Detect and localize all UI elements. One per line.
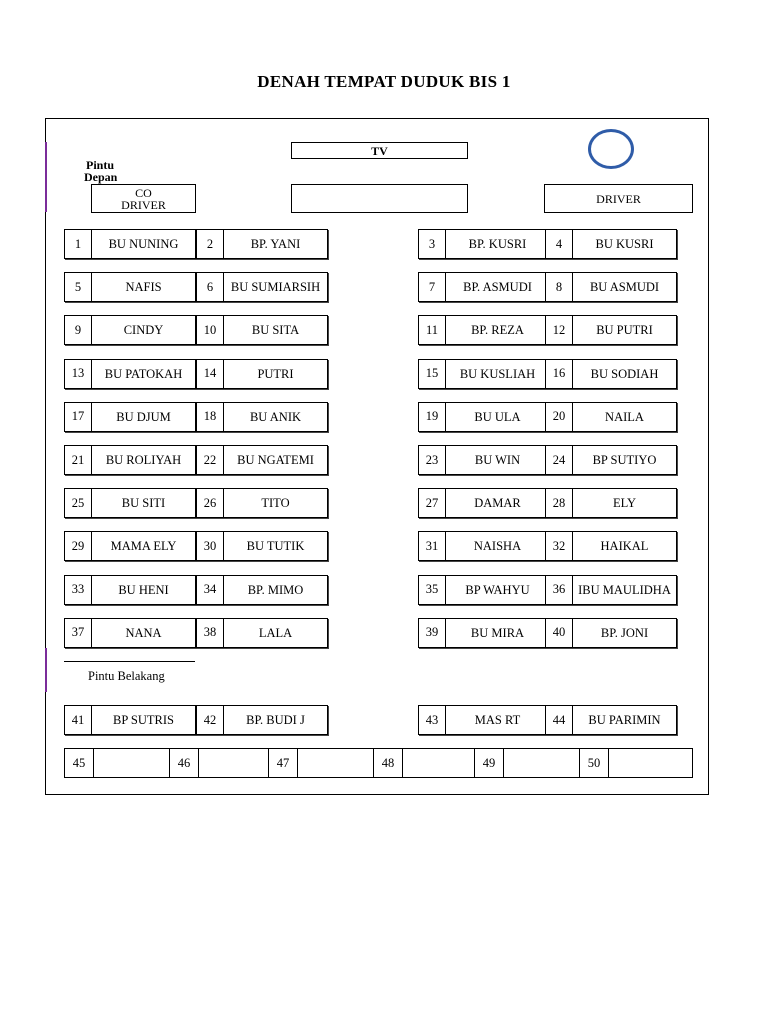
seat-passenger-name: NAISHA — [473, 539, 522, 554]
seat[interactable] — [196, 272, 328, 302]
tv-box: TV — [291, 142, 468, 159]
seat-number: 47 — [269, 749, 298, 777]
front-door-marker — [45, 142, 47, 212]
seat[interactable] — [64, 705, 196, 735]
steering-wheel-icon — [588, 129, 634, 169]
seat[interactable] — [545, 575, 677, 605]
seat[interactable] — [418, 272, 550, 302]
seat-passenger-name — [298, 749, 373, 777]
seat-number: 1 — [65, 230, 92, 258]
seat[interactable] — [545, 705, 677, 735]
seat-passenger-name: ELY — [612, 496, 637, 511]
seat-number: 13 — [65, 360, 92, 388]
seat-number: 5 — [65, 273, 92, 301]
seat-passenger-name: BU SODIAH — [590, 366, 659, 381]
seat-number: 11 — [419, 316, 446, 344]
seat-passenger-name: MAS RT — [474, 713, 521, 727]
seat-passenger-name: BU NGATEMI — [237, 453, 314, 467]
seat-passenger-name: BU WIN — [474, 453, 521, 467]
seat[interactable] — [545, 402, 677, 432]
seat-passenger-name: BP WAHYU — [465, 582, 530, 597]
seat-passenger-name: BP. BUDI J — [246, 713, 305, 727]
seat[interactable] — [545, 315, 677, 345]
front-door-label-line1: Pintu — [86, 158, 115, 172]
seat-passenger-name: BU ASMUDI — [589, 280, 660, 295]
seat[interactable] — [545, 445, 677, 475]
front-center-box — [291, 184, 468, 213]
seat-number: 27 — [419, 489, 446, 517]
seat-number: 41 — [65, 706, 92, 734]
seat-number: 45 — [65, 749, 94, 777]
seat-number: 28 — [546, 489, 573, 517]
seat-number: 3 — [419, 230, 446, 258]
seat-number: 33 — [65, 576, 92, 604]
seat[interactable] — [196, 488, 328, 518]
seat-passenger-name: BP. JONI — [600, 625, 649, 640]
seat-passenger-name: NAILA — [605, 409, 644, 424]
seat-passenger-name: BU KUSLIAH — [459, 366, 536, 381]
seat[interactable] — [418, 618, 550, 648]
co-driver-seat[interactable]: CO DRIVER — [91, 184, 196, 213]
seat-passenger-name: BU PATOKAH — [104, 366, 183, 381]
seat-passenger-name: BU ANIK — [249, 409, 302, 424]
seat-number: 44 — [546, 706, 573, 734]
seat[interactable] — [545, 531, 677, 561]
seat-passenger-name: NAFIS — [125, 280, 162, 295]
seat-passenger-name: BU PUTRI — [596, 323, 653, 338]
back-door-label: Pintu Belakang — [88, 669, 165, 683]
seat-number: 30 — [197, 532, 224, 560]
seat-passenger-name: BU TUTIK — [246, 539, 305, 554]
seat-passenger-name: BP. MIMO — [247, 582, 304, 597]
seat[interactable] — [64, 402, 196, 432]
seat-passenger-name: MAMA ELY — [110, 539, 177, 554]
seat-number: 32 — [546, 532, 573, 560]
seat-passenger-name: IBU MAULIDHA — [578, 582, 671, 597]
seat[interactable] — [418, 575, 550, 605]
seat[interactable] — [64, 531, 196, 561]
seat-number: 20 — [546, 403, 573, 431]
seat[interactable] — [545, 488, 677, 518]
seat-number: 8 — [546, 273, 573, 301]
seat[interactable] — [64, 359, 196, 389]
seat[interactable] — [418, 488, 550, 518]
seat[interactable] — [545, 272, 677, 302]
page-title: DENAH TEMPAT DUDUK BIS 1 — [257, 72, 511, 91]
seat[interactable] — [64, 575, 196, 605]
seat[interactable] — [545, 229, 677, 259]
seat-number: 43 — [419, 706, 446, 734]
seat-number: 15 — [419, 360, 446, 388]
seat-number: 16 — [546, 360, 573, 388]
seat-passenger-name: BU ULA — [474, 409, 521, 424]
seat-number: 7 — [419, 273, 446, 301]
seat-number: 46 — [170, 749, 199, 777]
seat-passenger-name: BU KUSRI — [595, 237, 654, 251]
seat-passenger-name — [504, 749, 579, 777]
seat-number: 48 — [374, 749, 403, 777]
seat[interactable] — [196, 359, 328, 389]
seat-number: 4 — [546, 230, 573, 258]
seat-passenger-name: BU MIRA — [470, 625, 525, 640]
seat-passenger-name: LALA — [258, 625, 293, 640]
seat[interactable] — [418, 402, 550, 432]
seat-passenger-name: BU PARIMIN — [588, 713, 661, 727]
seat[interactable] — [64, 229, 196, 259]
seat[interactable] — [196, 229, 328, 259]
seat-passenger-name: BP SUTIYO — [592, 453, 657, 467]
seat-number: 29 — [65, 532, 92, 560]
last-row — [64, 748, 693, 778]
seat[interactable] — [545, 618, 677, 648]
seat-passenger-name: BU DJUM — [116, 409, 171, 424]
seat-number: 6 — [197, 273, 224, 301]
seat-number: 23 — [419, 446, 446, 474]
seat-passenger-name — [94, 749, 169, 777]
seat[interactable] — [64, 618, 196, 648]
seat-passenger-name: BU SITA — [251, 323, 300, 338]
seat-passenger-name: BU ROLIYAH — [105, 453, 182, 467]
seat-number: 50 — [580, 749, 609, 777]
seat[interactable] — [196, 445, 328, 475]
seat-passenger-name: TITO — [261, 496, 290, 511]
last-row-seat[interactable] — [269, 749, 374, 777]
last-row-seat[interactable] — [580, 749, 699, 777]
seat[interactable] — [196, 402, 328, 432]
seat-number: 17 — [65, 403, 92, 431]
seat-number: 36 — [546, 576, 573, 604]
seat-number: 31 — [419, 532, 446, 560]
seat-number: 35 — [419, 576, 446, 604]
seat[interactable] — [64, 272, 196, 302]
seat[interactable] — [64, 315, 196, 345]
last-row-seat[interactable] — [170, 749, 269, 777]
front-door-label-line2: Depan — [84, 170, 118, 184]
last-row-seat[interactable] — [374, 749, 475, 777]
seat-passenger-name: BP. REZA — [471, 323, 524, 338]
seat-passenger-name: NANA — [125, 625, 162, 640]
seat-number: 10 — [197, 316, 224, 344]
seat-number: 25 — [65, 489, 92, 517]
seat-number: 19 — [419, 403, 446, 431]
seat[interactable] — [196, 618, 328, 648]
seat-number: 38 — [197, 619, 224, 647]
seat-number: 12 — [546, 316, 573, 344]
seat-number: 14 — [197, 360, 224, 388]
last-row-seat[interactable] — [65, 749, 170, 777]
seat[interactable] — [196, 705, 328, 735]
seat[interactable] — [196, 315, 328, 345]
seat-number: 34 — [197, 576, 224, 604]
seat-passenger-name: BU NUNING — [108, 237, 179, 251]
back-door-line — [64, 661, 195, 662]
seat-number: 21 — [65, 446, 92, 474]
seat-number: 40 — [546, 619, 573, 647]
seat[interactable] — [418, 705, 550, 735]
seat-passenger-name: CINDY — [123, 323, 164, 338]
seat-passenger-name: BP SUTRIS — [112, 713, 175, 727]
seat-passenger-name — [403, 749, 474, 777]
seat-passenger-name: BP. YANI — [250, 237, 301, 251]
seat[interactable] — [545, 359, 677, 389]
seat[interactable] — [64, 488, 196, 518]
seat-passenger-name — [609, 749, 699, 777]
seat[interactable] — [418, 229, 550, 259]
seat-passenger-name: PUTRI — [257, 366, 294, 381]
seat-number: 22 — [197, 446, 224, 474]
seat[interactable] — [418, 359, 550, 389]
seat-number: 26 — [197, 489, 224, 517]
seat-number: 42 — [197, 706, 224, 734]
seat[interactable] — [196, 575, 328, 605]
seat-passenger-name: BP. KUSRI — [468, 237, 527, 251]
seat-passenger-name: BU SITI — [121, 496, 166, 511]
seat[interactable] — [196, 531, 328, 561]
driver-seat[interactable]: DRIVER — [544, 184, 693, 213]
seat-passenger-name: BU SUMIARSIH — [230, 280, 321, 295]
seat-number: 2 — [197, 230, 224, 258]
back-door-marker — [45, 648, 47, 692]
seat-number: 37 — [65, 619, 92, 647]
seat-passenger-name: HAIKAL — [600, 539, 649, 554]
seat-number: 39 — [419, 619, 446, 647]
seat-passenger-name: DAMAR — [474, 496, 521, 511]
seat-passenger-name: BP. ASMUDI — [463, 280, 532, 295]
seat-number: 24 — [546, 446, 573, 474]
seat-number: 18 — [197, 403, 224, 431]
seat[interactable] — [418, 531, 550, 561]
seat-passenger-name — [199, 749, 268, 777]
seat-number: 49 — [475, 749, 504, 777]
seat-number: 9 — [65, 316, 92, 344]
seat[interactable] — [418, 445, 550, 475]
seat-passenger-name: BU HENI — [118, 582, 169, 597]
last-row-seat[interactable] — [475, 749, 580, 777]
seat[interactable] — [418, 315, 550, 345]
seat[interactable] — [64, 445, 196, 475]
